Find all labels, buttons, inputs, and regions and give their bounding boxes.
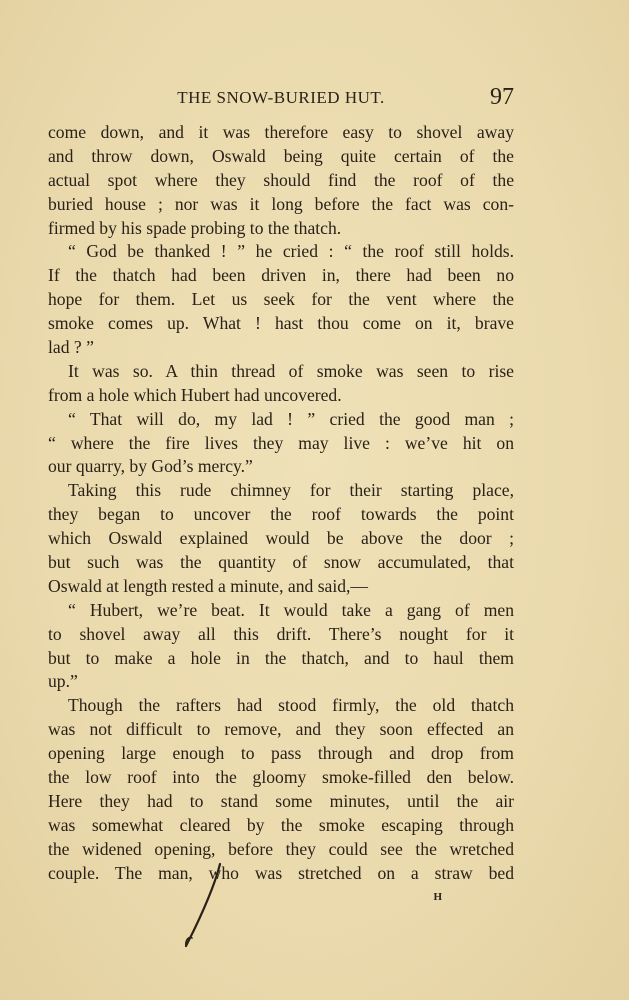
text-line: Here they had to stand some minutes, until the air	[48, 790, 514, 811]
running-title: THE SNOW-BURIED HUT.	[177, 88, 385, 107]
pen-stroke-mark	[180, 860, 240, 950]
text-line: they began to uncover the roof towards the point	[48, 504, 514, 525]
text-line: from a hole which Hubert had uncovered.	[48, 384, 342, 405]
text-line: smoke comes up. What ! hast thou come on it, brave	[48, 313, 514, 334]
text-line: lad ? ”	[48, 337, 94, 358]
text-line: which Oswald explained would be above the door ;	[48, 528, 514, 549]
text-line: buried house ; nor was it long before the fact was con-	[48, 193, 514, 214]
text-line: firmed by his spade probing to the thatch.	[48, 217, 342, 238]
text-line: “ where the fire lives they may live : we’ve hit on	[48, 432, 514, 453]
signature-mark: H	[433, 891, 443, 903]
body-text	[48, 121, 514, 886]
text-line: Though the rafters had stood firmly, the old thatch	[68, 695, 514, 716]
text-line: If the thatch had been driven in, there had been no	[48, 265, 514, 286]
running-head	[48, 84, 514, 112]
text-line: “ God be thanked ! ” he cried : “ the roof still holds.	[68, 241, 514, 262]
text-line: up.”	[48, 671, 78, 692]
text-line: and throw down, Oswald being quite certain of the	[48, 145, 514, 166]
text-line: our quarry, by God’s mercy.”	[48, 456, 253, 477]
text-line: but to make a hole in the thatch, and to haul them	[48, 647, 514, 668]
text-line: but such was the quantity of snow accumulated, that	[48, 552, 514, 573]
text-line: opening large enough to pass through and drop from	[48, 743, 514, 764]
text-line: come down, and it was therefore easy to shovel away	[48, 122, 514, 142]
text-line: It was so. A thin thread of smoke was seen to rise	[68, 360, 514, 381]
text-line: the widened opening, before they could see the wretched	[48, 838, 514, 859]
text-line: actual spot where they should find the roof of the	[48, 169, 514, 190]
text-line: to shovel away all this drift. There’s nought for it	[48, 623, 514, 644]
text-line: was not difficult to remove, and they soon effected an	[48, 719, 514, 740]
text-line: hope for them. Let us seek for the vent where the	[48, 289, 514, 310]
page-number: 97	[490, 84, 514, 110]
text-line: Taking this rude chimney for their starting place,	[68, 480, 514, 501]
text-line: couple. The man, who was stretched on a straw bed	[48, 862, 514, 883]
text-line: was somewhat cleared by the smoke escaping through	[48, 814, 514, 835]
text-line: Oswald at length rested a minute, and said,—	[48, 575, 369, 596]
text-line: “ Hubert, we’re beat. It would take a gang of men	[68, 599, 514, 620]
text-line: the low roof into the gloomy smoke-filled den below.	[48, 767, 514, 788]
text-line: “ That will do, my lad ! ” cried the good man ;	[68, 408, 514, 429]
